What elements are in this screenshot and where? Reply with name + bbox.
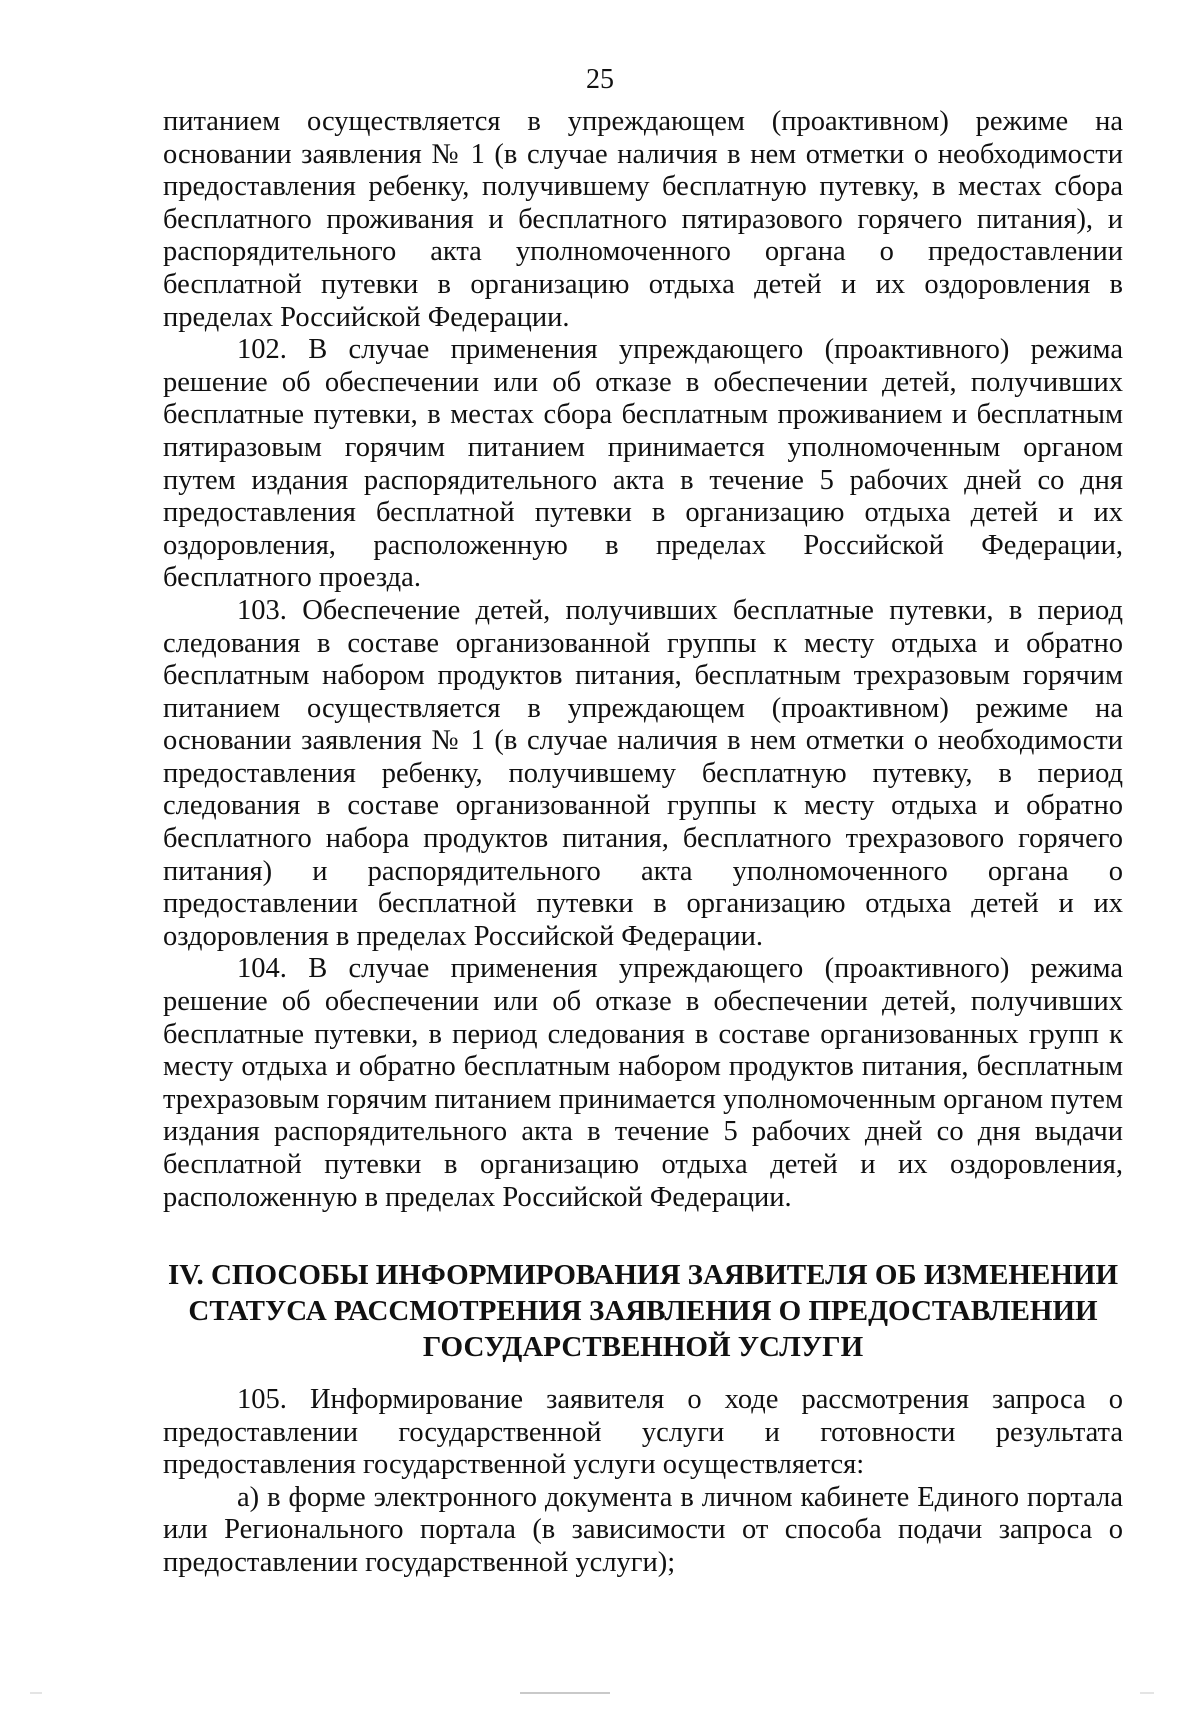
scan-artifact-dot (30, 1692, 42, 1694)
scan-artifact-dot (1140, 1692, 1154, 1694)
page-number: 25 (586, 64, 614, 95)
paragraph-102: 102. В случае применения упреждающего (проактивного) режима решение об обеспечении или об отказе в обеспечении детей, получивших бесплатные путевки, в местах сбора бесплатным проживанием и бесплатным пятиразовым горячим питанием принимается уполномоченным органом путем издания распорядительного акта в течение 5 рабочих дней со дня предоставления бесплатной путевки в организацию отдыха детей и их оздоровления, расположенную в пределах Российской Федерации, бесплатного проезда. (163, 334, 1123, 594)
scan-artifact-line (520, 1692, 610, 1694)
body-text-bottom (163, 1384, 1123, 1580)
paragraph-105-a: а) в форме электронного документа в личном кабинете Единого портала или Регионального портала (в зависимости от способа подачи запроса о предоставлении государственной услуги); (163, 1481, 1123, 1578)
section-heading: IV. СПОСОБЫ ИНФОРМИРОВАНИЯ ЗАЯВИТЕЛЯ ОБ ИЗМЕНЕНИИ СТАТУСА РАССМОТРЕНИЯ ЗАЯВЛЕНИЯ О ПРЕДОСТАВЛЕНИИ ГОСУДАРСТВЕННОЙ УСЛУГИ (167, 1259, 1119, 1363)
body-text-top (163, 106, 1123, 1214)
paragraph-104: 104. В случае применения упреждающего (проактивного) режима решение об обеспечении или об отказе в обеспечении детей, получивших бесплатные путевки, в период следования в составе организованных групп к месту отдыха и обратно бесплатным набором продуктов питания, бесплатным трехразовым горячим питанием принимается уполномоченным органом путем издания распорядительного акта в течение 5 рабочих дней со дня выдачи бесплатной путевки в организацию отдыха детей и их оздоровления, расположенную в пределах Российской Федерации. (163, 953, 1123, 1213)
paragraph-105: 105. Информирование заявителя о ходе рассмотрения запроса о предоставлении государственной услуги и готовности результата предоставления государственной услуги осуществляется: (163, 1384, 1123, 1481)
paragraph-103: 103. Обеспечение детей, получивших бесплатные путевки, в период следования в составе организованной группы к месту отдыха и обратно бесплатным набором продуктов питания, бесплатным трехразовым горячим питанием осуществляется в упреждающем (проактивном) режиме на основании заявления № 1 (в случае наличия в нем отметки о необходимости предоставления ребенку, получившему бесплатную путевку, в период следования в составе организованной группы к месту отдыха и обратно бесплатного набора продуктов питания, бесплатного трехразового горячего питания) и распорядительного акта уполномоченного органа о предоставлении бесплатной путевки в организацию отдыха детей и их оздоровления в пределах Российской Федерации. (163, 594, 1123, 952)
paragraph-continuation: питанием осуществляется в упреждающем (проактивном) режиме на основании заявления № 1 (в случае наличия в нем отметки о необходимости предоставления ребенку, получившему бесплатную путевку, в местах сбора бесплатного проживания и бесплатного пятиразового горячего питания), и распорядительного акта уполномоченного органа о предоставлении бесплатной путевки в организацию отдыха детей и их оздоровления в пределах Российской Федерации. (163, 106, 1123, 333)
